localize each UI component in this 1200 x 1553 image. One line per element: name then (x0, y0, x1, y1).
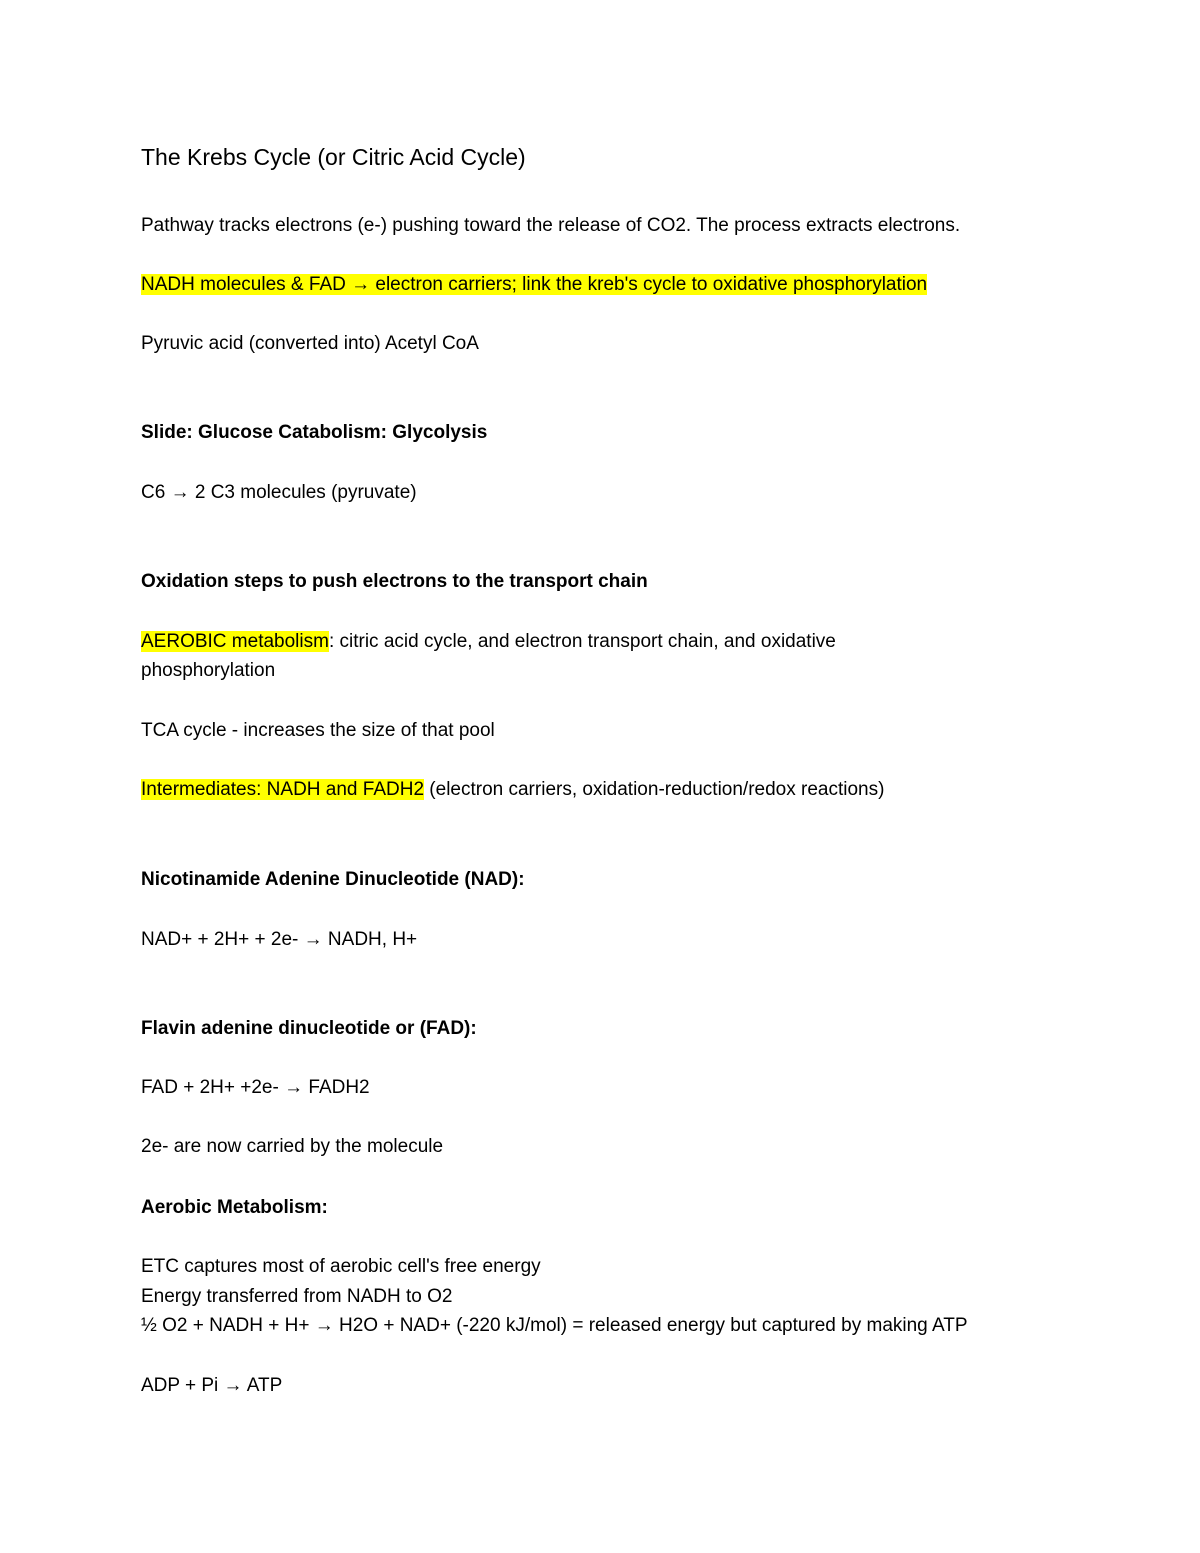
paragraph-etc-2: Energy transferred from NADH to O2 (141, 1286, 453, 1307)
paragraph-aerobic (141, 627, 836, 657)
heading-aerobic-metabolism: Aerobic Metabolism: (141, 1197, 328, 1218)
aerobic-rest: : citric acid cycle, and electron transport chain, and oxidative (328, 631, 836, 652)
heading-nad: Nicotinamide Adenine Dinucleotide (NAD): (141, 869, 525, 890)
highlighted-text: Intermediates: NADH and FADH2 (141, 779, 425, 800)
equation-etc: ½ O2 + NADH + H+ → H2O + NAD+ (-220 kJ/mol) = released energy but captured by making ATP (141, 1315, 968, 1336)
paragraph-intermediates (141, 775, 884, 805)
paragraph-two-e: 2e- are now carried by the molecule (141, 1136, 444, 1157)
heading-glycolysis: Slide: Glucose Catabolism: Glycolysis (141, 422, 488, 443)
heading-fad: Flavin adenine dinucleotide or (FAD): (141, 1018, 477, 1039)
highlighted-text: NADH molecules & FAD → electron carriers; link the kreb's cycle to oxidative phosphorylation (141, 274, 928, 295)
paragraph-carriers (141, 270, 927, 300)
paragraph-pyruvic: Pyruvic acid (converted into) Acetyl CoA (141, 333, 479, 354)
heading-oxidation: Oxidation steps to push electrons to the transport chain (141, 571, 648, 592)
paragraph-tca: TCA cycle - increases the size of that pool (141, 720, 495, 741)
paragraph-pathway: Pathway tracks electrons (e-) pushing toward the release of CO2. The process extracts electrons. (141, 215, 961, 236)
highlighted-text: AEROBIC metabolism (141, 631, 329, 652)
equation-atp: ADP + Pi → ATP (141, 1375, 283, 1396)
document-title: The Krebs Cycle (or Citric Acid Cycle) (141, 144, 526, 170)
equation-fad: FAD + 2H+ +2e- → FADH2 (141, 1077, 370, 1098)
paragraph-etc-1: ETC captures most of aerobic cell's free energy (141, 1256, 541, 1277)
paragraph-aerobic-cont: phosphorylation (141, 660, 276, 681)
equation-nad: NAD+ + 2H+ + 2e- → NADH, H+ (141, 929, 418, 950)
paragraph-c6: C6 → 2 C3 molecules (pyruvate) (141, 482, 417, 503)
intermediates-rest: (electron carriers, oxidation-reduction/redox reactions) (424, 779, 885, 800)
